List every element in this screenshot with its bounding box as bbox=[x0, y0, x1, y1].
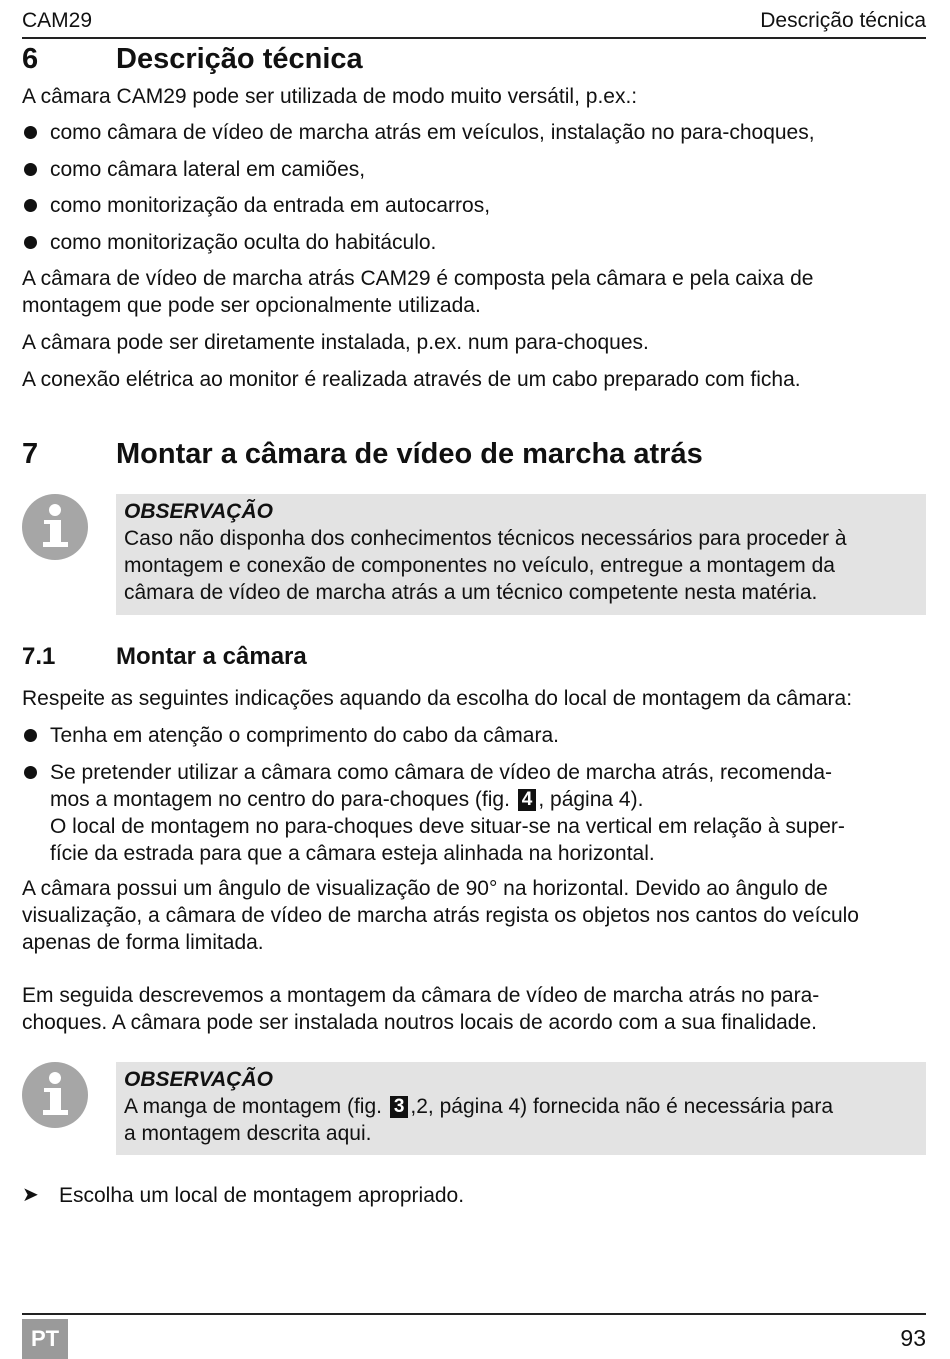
section-6-paragraph-1: A câmara de vídeo de marcha atrás CAM29 é composta pela câmara e pela caixa de montagem que pode ser opcionalmente utilizada. bbox=[22, 267, 814, 317]
note-box: OBSERVAÇÃO Caso não disponha dos conhecimentos técnicos necessários para proceder à montagem e conexão de componentes no veículo, entregue a montagem da câmara de vídeo de marcha atrás a um técnico competente nesta matéria. bbox=[116, 494, 926, 615]
header-section-title: Descrição técnica bbox=[760, 9, 926, 32]
note-title: OBSERVAÇÃO bbox=[124, 1068, 273, 1091]
action-step bbox=[22, 1182, 926, 1209]
list-item: Se pretender utilizar a câmara como câmara de vídeo de marcha atrás, recomenda- mos a montagem no centro do para-choques (fig. 4 , página 4). O local de montagem no para-choques deve situar-se na vertical em relação à super- fície da estrada para que a câmara esteja alinhada na horizontal. bbox=[22, 759, 926, 867]
figure-reference: 4 bbox=[518, 789, 537, 811]
list-item: como câmara lateral em camiões, bbox=[22, 156, 926, 183]
list-item: como câmara de vídeo de marcha atrás em veículos, instalação no para-choques, bbox=[22, 119, 926, 146]
figure-reference: 3 bbox=[390, 1096, 409, 1118]
section-6-intro: A câmara CAM29 pode ser utilizada de modo muito versátil, p.ex.: bbox=[22, 85, 638, 108]
page-number: 93 bbox=[900, 1325, 926, 1351]
bullet-dot-icon bbox=[24, 163, 37, 176]
section-title: Montar a câmara de vídeo de marcha atrás bbox=[116, 438, 703, 470]
section-title: Descrição técnica bbox=[116, 43, 363, 75]
section-number: 7 bbox=[22, 438, 39, 470]
language-badge: PT bbox=[22, 1319, 68, 1359]
section-title: Montar a câmara bbox=[116, 643, 307, 670]
viewing-angle-paragraph: A câmara possui um ângulo de visualização de 90° na horizontal. Devido ao ângulo de visualização, a câmara de vídeo de marcha atrás regista os objetos nos cantos do veículo apenas de forma limitada. bbox=[22, 877, 859, 954]
bullet-dot-icon bbox=[24, 126, 37, 139]
action-arrow-icon: ➤ bbox=[22, 1184, 39, 1206]
list-item: como monitorização da entrada em autocarros, bbox=[22, 192, 926, 219]
section-6-paragraph-2: A câmara pode ser diretamente instalada, p.ex. num para-choques. bbox=[22, 331, 649, 354]
list-item: Tenha em atenção o comprimento do cabo da câmara. bbox=[22, 722, 926, 749]
bullet-dot-icon bbox=[24, 766, 37, 779]
bullet-dot-icon bbox=[24, 236, 37, 249]
note-title: OBSERVAÇÃO bbox=[124, 500, 273, 523]
action-text: Escolha um local de montagem apropriado. bbox=[59, 1184, 465, 1207]
product-name: CAM29 bbox=[22, 9, 93, 32]
section-number: 6 bbox=[22, 43, 39, 75]
section-number: 7.1 bbox=[22, 643, 56, 670]
list-item: como monitorização oculta do habitáculo. bbox=[22, 229, 926, 256]
info-icon bbox=[22, 494, 88, 560]
mounting-description-paragraph: Em seguida descrevemos a montagem da câmara de vídeo de marcha atrás no para- choques. A câmara pode ser instalada noutros locais de acordo com a sua finalidade. bbox=[22, 984, 820, 1034]
bullet-dot-icon bbox=[24, 729, 37, 742]
page-header bbox=[22, 5, 926, 39]
bullet-dot-icon bbox=[24, 199, 37, 212]
page-footer bbox=[22, 1313, 926, 1359]
section-6-paragraph-3: A conexão elétrica ao monitor é realizada através de um cabo preparado com ficha. bbox=[22, 368, 801, 391]
section-7-1-intro: Respeite as seguintes indicações aquando da escolha do local de montagem da câmara: bbox=[22, 687, 853, 710]
info-icon bbox=[22, 1062, 88, 1128]
note-box: OBSERVAÇÃO A manga de montagem (fig. 3 ,2, página 4) fornecida não é necessária para a montagem descrita aqui. bbox=[116, 1062, 926, 1155]
